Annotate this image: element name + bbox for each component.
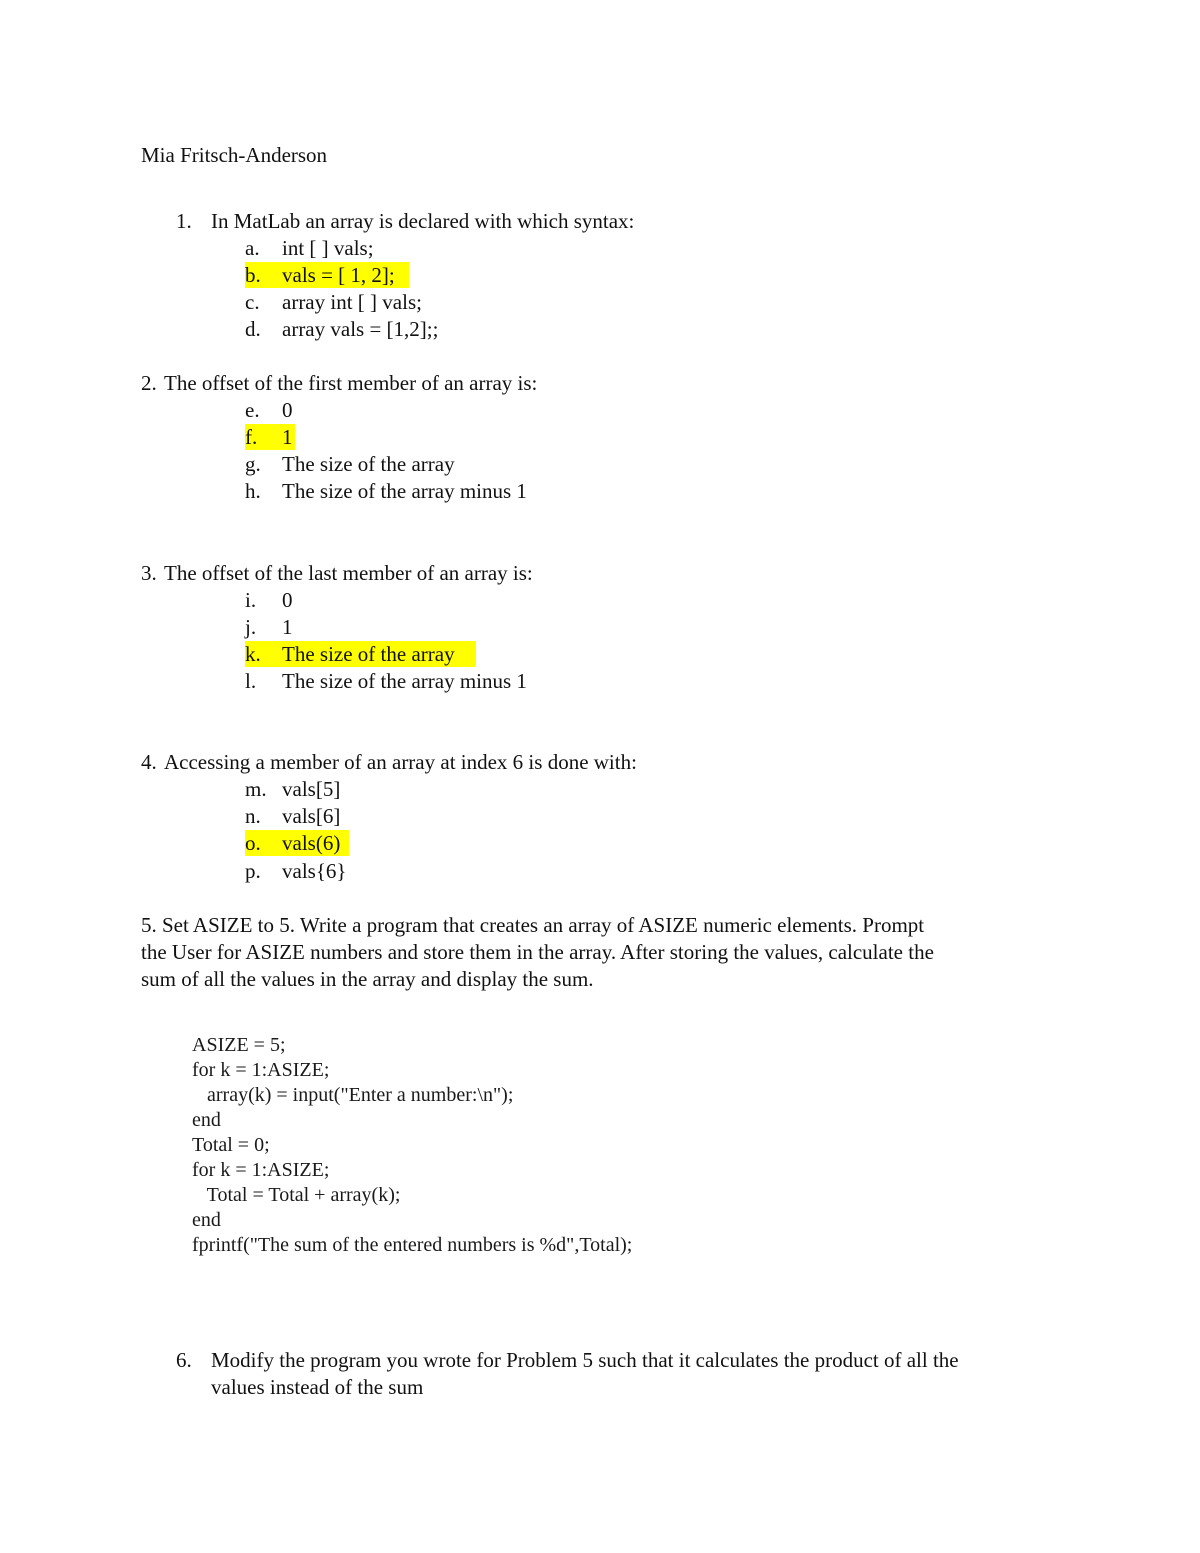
q3-option-i-letter: i. xyxy=(245,588,257,612)
q1-option-a-text: int [ ] vals; xyxy=(282,236,374,260)
code-line: end xyxy=(192,1209,221,1231)
code-line: Total = 0; xyxy=(192,1134,270,1156)
q2-option-h-letter: h. xyxy=(245,479,261,503)
question-3-text: The offset of the last member of an array is: xyxy=(164,561,533,585)
author-name: Mia Fritsch-Anderson xyxy=(141,143,328,167)
question-4-text: Accessing a member of an array at index 6 is done with: xyxy=(164,750,637,774)
q3-option-j-text: 1 xyxy=(282,615,293,639)
q3-option-j-letter: j. xyxy=(245,615,257,639)
q4-option-o-letter: o. xyxy=(245,831,261,855)
q4-option-n-letter: n. xyxy=(245,804,261,828)
q1-option-b-letter: b. xyxy=(245,263,261,287)
q4-option-o-text: vals(6) xyxy=(282,831,341,855)
q1-option-c-letter: c. xyxy=(245,290,260,314)
q1-option-a-letter: a. xyxy=(245,236,260,260)
q2-option-h-text: The size of the array minus 1 xyxy=(282,479,527,503)
question-6-line-2: values instead of the sum xyxy=(211,1375,424,1399)
q1-option-b-text: vals = [ 1, 2]; xyxy=(282,263,395,287)
question-5-line-1: 5. Set ASIZE to 5. Write a program that creates an array of ASIZE numeric elements. Prompt xyxy=(141,913,925,937)
q4-option-n-text: vals[6] xyxy=(282,804,341,828)
q1-option-d-text: array vals = [1,2];; xyxy=(282,317,439,341)
q3-option-i-text: 0 xyxy=(282,588,293,612)
q3-option-k-letter: k. xyxy=(245,642,261,666)
code-line: for k = 1:ASIZE; xyxy=(192,1159,330,1181)
q1-option-c-text: array int [ ] vals; xyxy=(282,290,422,314)
question-1-text: In MatLab an array is declared with which syntax: xyxy=(211,209,635,233)
code-line: fprintf("The sum of the entered numbers is %d",Total); xyxy=(192,1234,633,1256)
question-2-number: 2. xyxy=(141,371,157,395)
code-line: for k = 1:ASIZE; xyxy=(192,1059,330,1081)
code-line: Total = Total + array(k); xyxy=(192,1184,401,1206)
q2-option-f-letter: f. xyxy=(245,425,258,449)
q2-option-e-letter: e. xyxy=(245,398,260,422)
question-6-line-1: Modify the program you wrote for Problem 5 such that it calculates the product of all the xyxy=(211,1348,959,1372)
q4-option-m-text: vals[5] xyxy=(282,777,341,801)
q4-option-p-text: vals{6} xyxy=(282,859,347,883)
q3-option-l-letter: l. xyxy=(245,669,257,693)
q4-option-p-letter: p. xyxy=(245,859,261,883)
question-3-number: 3. xyxy=(141,561,157,585)
code-line: ASIZE = 5; xyxy=(192,1034,286,1056)
code-line: end xyxy=(192,1109,221,1131)
q3-option-k-text: The size of the array xyxy=(282,642,455,666)
question-5-line-2: the User for ASIZE numbers and store them in the array. After storing the values, calculate the xyxy=(141,940,934,964)
q4-option-m-letter: m. xyxy=(245,777,267,801)
q2-option-f-text: 1 xyxy=(282,425,293,449)
question-1-number: 1. xyxy=(176,209,192,233)
question-6-number: 6. xyxy=(176,1348,192,1372)
q1-option-d-letter: d. xyxy=(245,317,261,341)
question-5-line-3: sum of all the values in the array and display the sum. xyxy=(141,967,594,991)
code-line: array(k) = input("Enter a number:\n"); xyxy=(192,1084,514,1106)
question-2-text: The offset of the first member of an array is: xyxy=(164,371,538,395)
q3-option-l-text: The size of the array minus 1 xyxy=(282,669,527,693)
q2-option-g-text: The size of the array xyxy=(282,452,455,476)
q2-option-e-text: 0 xyxy=(282,398,293,422)
question-4-number: 4. xyxy=(141,750,157,774)
q2-option-g-letter: g. xyxy=(245,452,261,476)
